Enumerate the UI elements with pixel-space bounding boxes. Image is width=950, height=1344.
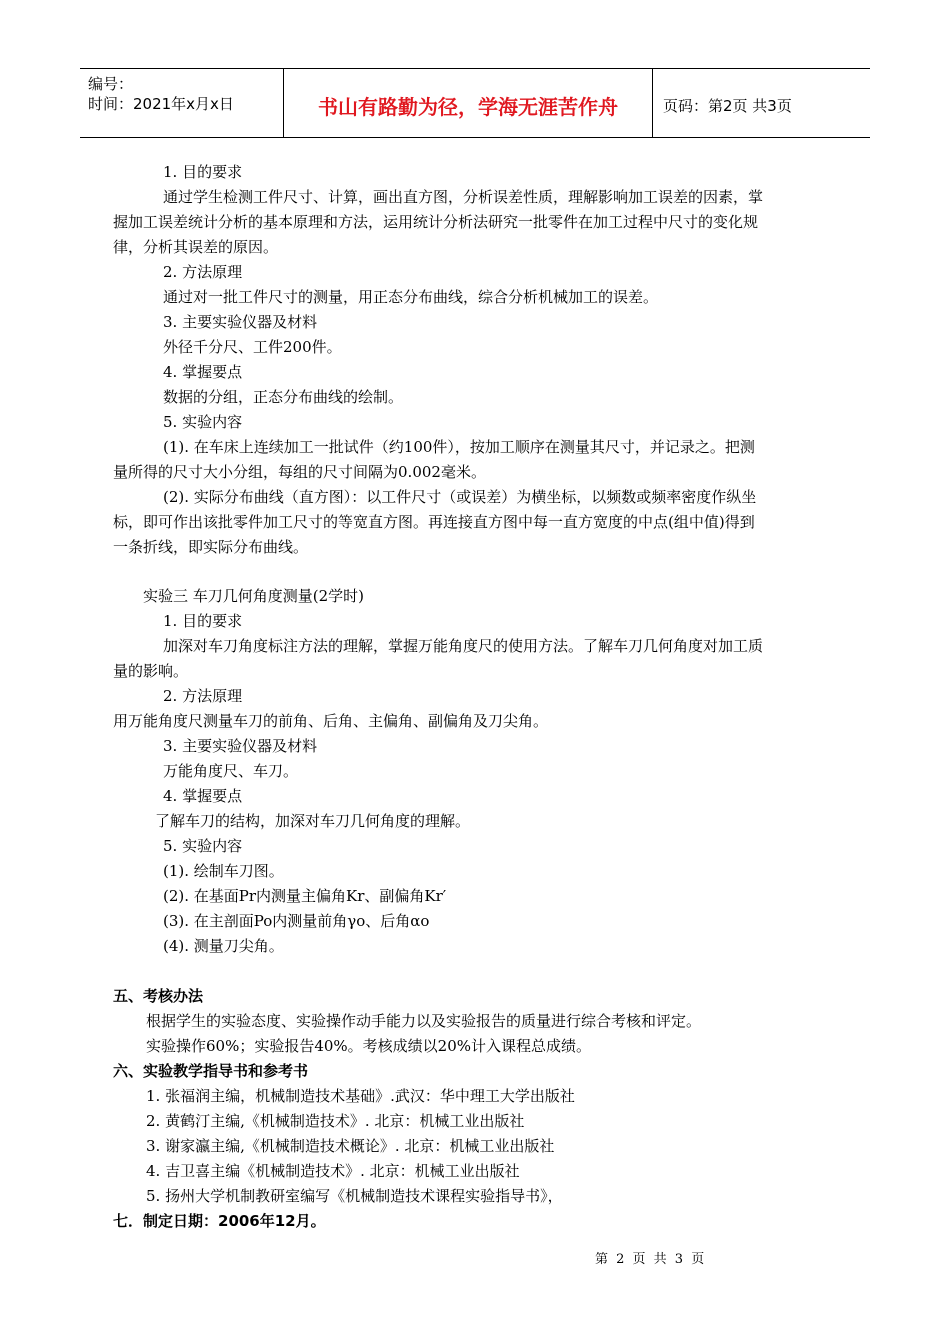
- header-motto-cell: [284, 69, 653, 137]
- paragraph-line: 万能角度尺、车刀。: [163, 762, 299, 780]
- paragraph-line: 根据学生的实验态度、实验操作动手能力以及实验报告的质量进行综合考核和评定。: [146, 1012, 702, 1030]
- document-number: 编号：: [88, 75, 134, 93]
- paragraph-line: 外径千分尺、工件200件。: [163, 338, 342, 356]
- reference-item: 1. 张福润主编，机械制造技术基础》.武汉：华中理工大学出版社: [146, 1087, 575, 1105]
- reference-item: 5. 扬州大学机制教研室编写《机械制造技术课程实验指导书》，: [146, 1187, 563, 1205]
- section-heading: 五、考核办法: [113, 987, 204, 1005]
- paragraph-line: 通过对一批工件尺寸的测量，用正态分布曲线，综合分析机械加工的误差。: [163, 288, 659, 306]
- paragraph-line: 了解车刀的结构，加深对车刀几何角度的理解。: [155, 812, 471, 830]
- footer-page-number: 第 2 页 共 3 页: [595, 1252, 707, 1267]
- paragraph-line: 握加工误差统计分析的基本原理和方法，运用统计分析法研究一批零件在加工过程中尺寸的变化规: [113, 213, 759, 231]
- paragraph-line: 2. 方法原理: [163, 687, 243, 705]
- section-heading: 七．制定日期：2006年12月。: [113, 1212, 326, 1230]
- header-motto: 书山有路勤为径，学海无涯苦作舟: [318, 95, 618, 119]
- paragraph-line: 4. 掌握要点: [163, 787, 243, 805]
- paragraph-line: 5. 实验内容: [163, 413, 243, 431]
- paragraph-line: (3). 在主剖面Po内测量前角γo、后角αo: [163, 912, 430, 930]
- paragraph-line: (2). 在基面Pr内测量主偏角Kr、副偏角Kr′: [163, 887, 447, 905]
- header-meta-cell: [80, 69, 284, 137]
- section-heading: 六、实验教学指导书和参考书: [113, 1062, 309, 1080]
- paragraph-line: 3. 主要实验仪器及材料: [163, 313, 318, 331]
- document-date: 时间：2021年x月x日: [88, 95, 234, 113]
- paragraph-line: 加深对车刀角度标注方法的理解，掌握万能角度尺的使用方法。了解车刀几何角度对加工质: [163, 637, 764, 655]
- paragraph-line: (1). 在车床上连续加工一批试件（约100件），按加工顺序在测量其尺寸，并记录之。把测: [163, 438, 755, 456]
- paragraph-line: 实验操作60%；实验报告40%。考核成绩以20%计入课程总成绩。: [146, 1037, 592, 1055]
- paragraph-line: 通过学生检测工件尺寸、计算，画出直方图，分析误差性质，理解影响加工误差的因素，掌: [163, 188, 764, 206]
- paragraph-line: 数据的分组，正态分布曲线的绘制。: [163, 388, 404, 406]
- header-page-info: 页码：第2页 共3页: [663, 97, 792, 115]
- paragraph-line: 2. 方法原理: [163, 263, 243, 281]
- paragraph-line: 量的影响。: [113, 662, 189, 680]
- page-header-table: [80, 68, 870, 138]
- paragraph-line: (4). 测量刀尖角。: [163, 937, 284, 955]
- paragraph-line: 3. 主要实验仪器及材料: [163, 737, 318, 755]
- paragraph-line: 一条折线，即实际分布曲线。: [113, 538, 309, 556]
- paragraph-line: (2). 实际分布曲线（直方图）：以工件尺寸（或误差）为横坐标，以频数或频率密度作纵坐: [163, 488, 757, 506]
- paragraph-line: (1). 绘制车刀图。: [163, 862, 284, 880]
- paragraph-line: 1. 目的要求: [163, 163, 243, 181]
- reference-item: 3. 谢家瀛主编,《机械制造技术概论》. 北京：机械工业出版社: [146, 1137, 555, 1155]
- paragraph-line: 5. 实验内容: [163, 837, 243, 855]
- reference-item: 2. 黄鹤汀主编,《机械制造技术》. 北京：机械工业出版社: [146, 1112, 525, 1130]
- paragraph-line: 量所得的尺寸大小分组，每组的尺寸间隔为0.002毫米。: [113, 463, 486, 481]
- paragraph-line: 标，即可作出该批零件加工尺寸的等宽直方图。再连接直方图中每一直方宽度的中点(组中值)得到: [113, 513, 755, 531]
- reference-item: 4. 吉卫喜主编《机械制造技术》. 北京：机械工业出版社: [146, 1162, 520, 1180]
- paragraph-line: 4. 掌握要点: [163, 363, 243, 381]
- paragraph-line: 律，分析其误差的原因。: [113, 238, 279, 256]
- paragraph-line: 用万能角度尺测量车刀的前角、后角、主偏角、副偏角及刀尖角。: [113, 712, 549, 730]
- section-heading: 实验三 车刀几何角度测量(2学时): [143, 587, 365, 605]
- paragraph-line: 1. 目的要求: [163, 612, 243, 630]
- header-page-cell: [653, 69, 870, 137]
